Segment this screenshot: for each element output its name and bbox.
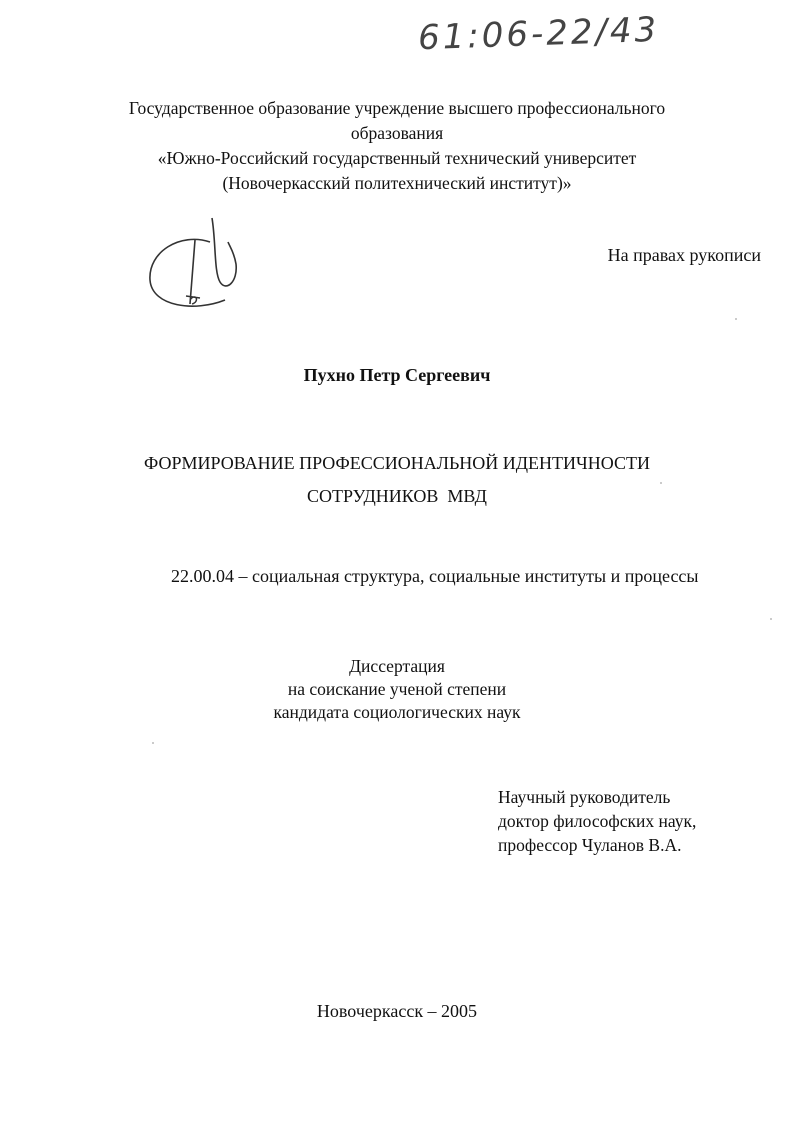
degree-line-1: Диссертация	[349, 656, 445, 676]
supervisor-block	[498, 785, 696, 857]
title-line-2: СОТРУДНИКОВ МВД	[307, 486, 487, 506]
archive-stamp: 61:06-22/43	[417, 9, 660, 59]
institution-header	[100, 96, 694, 196]
supervisor-line-2: доктор философских наук,	[498, 811, 697, 831]
supervisor-line-3: профессор Чуланов В.А.	[498, 835, 682, 855]
title-line-1: ФОРМИРОВАНИЕ ПРОФЕССИОНАЛЬНОЙ ИДЕНТИЧНОСТИ	[144, 453, 650, 473]
institution-line-2: образования	[350, 123, 444, 143]
degree-line-3: кандидата социологических наук	[273, 702, 521, 722]
scan-speck	[660, 482, 662, 484]
city-year: Новочеркасск – 2005	[316, 1001, 478, 1021]
scan-speck	[770, 618, 772, 620]
supervisor-line-1: Научный руководитель	[498, 787, 671, 807]
specialty-code: 22.00.04 – социальная структура, социальные институты и процессы	[171, 566, 699, 586]
institution-line-1: Государственное образование учреждение высшего профессионального	[128, 98, 666, 118]
degree-block	[100, 655, 694, 724]
degree-line-2: на соискание ученой степени	[287, 679, 507, 699]
author-name: Пухно Петр Сергеевич	[303, 365, 491, 385]
dissertation-title	[100, 447, 694, 513]
institution-line-3: «Южно-Российский государственный технический университет	[157, 148, 637, 168]
handwritten-signature	[140, 212, 250, 322]
institution-line-4: (Новочеркасский политехнический институт)»	[222, 173, 572, 193]
manuscript-rights-note: На правах рукописи	[607, 245, 761, 265]
scan-speck	[152, 742, 154, 744]
scan-speck	[735, 318, 737, 320]
